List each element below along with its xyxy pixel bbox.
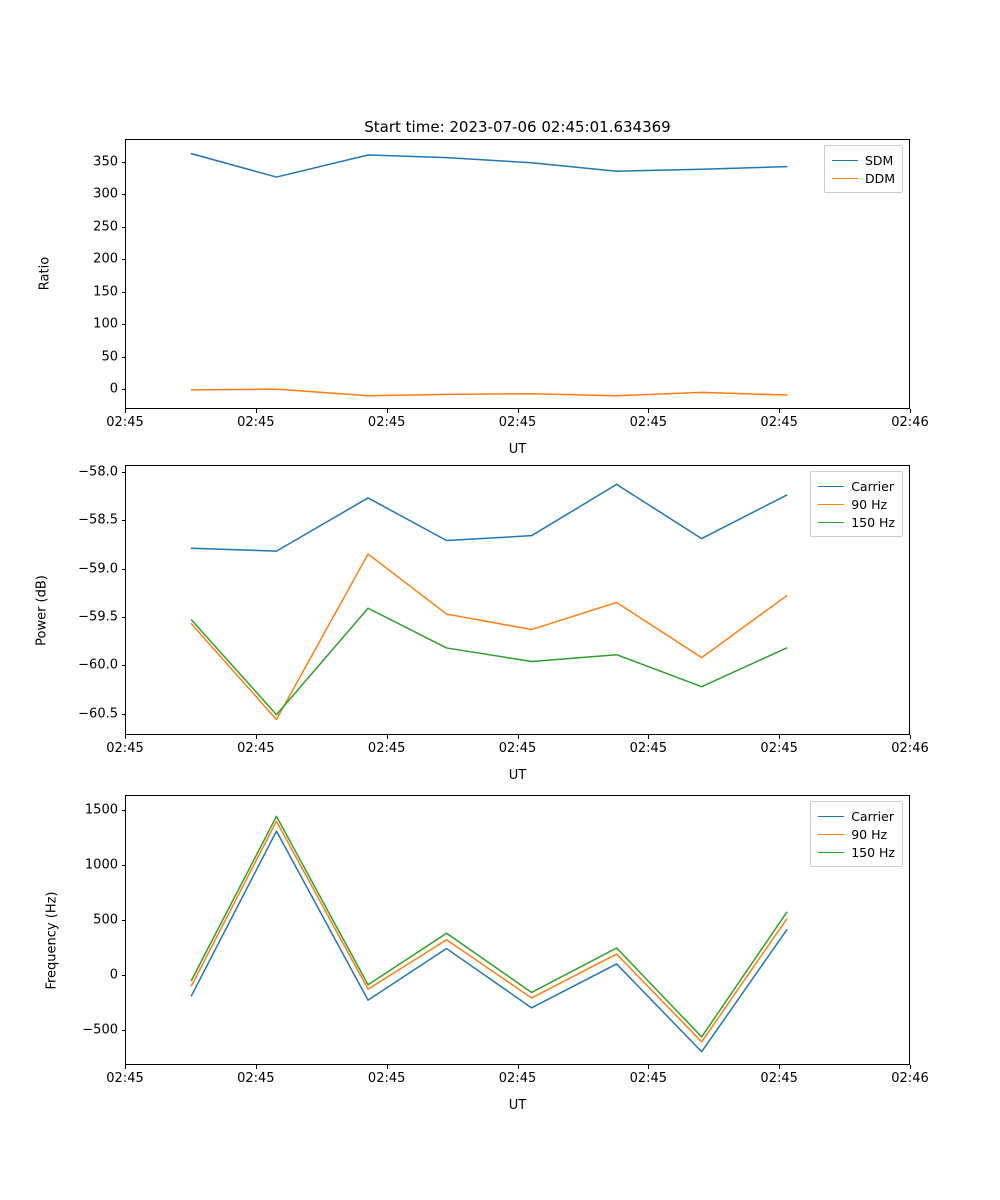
legend-swatch-icon — [818, 522, 844, 523]
y-tick-mark — [122, 975, 126, 976]
y-tick-mark — [122, 389, 126, 390]
x-tick-label: 02:45 — [498, 741, 537, 756]
series-line-90-hz — [191, 821, 786, 1042]
y-tick-mark — [122, 520, 126, 521]
legend-item — [818, 477, 895, 495]
y-tick-mark — [122, 1030, 126, 1031]
y-tick-mark — [122, 292, 126, 293]
y-tick-mark — [122, 665, 126, 666]
x-tick-mark — [648, 735, 649, 739]
x-tick-label: 02:45 — [367, 1071, 406, 1086]
series-line-150-hz — [191, 608, 786, 714]
panel-frequency-lines — [126, 796, 910, 1065]
legend-label: Carrier — [851, 478, 894, 494]
x-tick-label: 02:45 — [106, 741, 144, 756]
x-tick-label: 02:45 — [237, 415, 275, 430]
panel-power — [0, 455, 1000, 783]
y-tick-label: 0 — [109, 381, 118, 397]
x-tick-label: 02:45 — [237, 1071, 275, 1086]
y-tick-label: 200 — [93, 251, 118, 267]
panel-ratio — [0, 118, 1000, 457]
x-tick-mark — [779, 735, 780, 739]
figure-title: Start time: 2023-07-06 02:45:01.634369 — [364, 118, 671, 136]
panel-power-lines — [126, 466, 910, 735]
x-tick-mark — [256, 409, 257, 413]
y-tick-label: −60.5 — [78, 706, 118, 722]
series-line-sdm — [191, 154, 786, 177]
x-tick-mark — [779, 409, 780, 413]
y-tick-label: −58.5 — [78, 512, 118, 528]
x-tick-mark — [518, 409, 519, 413]
y-tick-label: 1000 — [84, 857, 118, 873]
y-tick-mark — [122, 714, 126, 715]
x-tick-label: 02:45 — [760, 415, 798, 430]
panel-ratio-plot-area — [125, 139, 910, 409]
x-tick-mark — [125, 409, 126, 413]
legend-item — [818, 495, 895, 513]
y-tick-mark — [122, 194, 126, 195]
x-tick-mark — [910, 1065, 911, 1069]
x-tick-mark — [256, 735, 257, 739]
x-tick-mark — [387, 735, 388, 739]
series-line-150-hz — [191, 816, 786, 1037]
x-tick-label: 02:46 — [891, 741, 929, 756]
legend-swatch-icon — [832, 178, 858, 179]
legend-item — [818, 807, 895, 825]
legend-swatch-icon — [818, 486, 844, 487]
legend-swatch-icon — [818, 504, 844, 505]
panel-frequency-legend — [810, 801, 903, 867]
y-tick-label: −58.0 — [78, 464, 118, 480]
y-tick-mark — [122, 162, 126, 163]
y-tick-mark — [122, 472, 126, 473]
legend-swatch-icon — [818, 852, 844, 853]
x-tick-label: 02:45 — [367, 741, 406, 756]
legend-label: DDM — [864, 170, 895, 186]
y-tick-label: −59.5 — [78, 609, 118, 625]
y-tick-mark — [122, 259, 126, 260]
panel-frequency-xlabel: UT — [508, 1098, 527, 1113]
y-tick-label: 0 — [109, 967, 118, 983]
series-line-carrier — [191, 484, 786, 551]
x-tick-label: 02:45 — [629, 1071, 668, 1086]
x-tick-label: 02:45 — [498, 415, 537, 430]
legend-item — [832, 151, 895, 169]
x-tick-label: 02:45 — [367, 415, 406, 430]
panel-ratio-ylabel: Ratio — [37, 256, 53, 291]
y-tick-label: 500 — [93, 912, 118, 928]
series-line-carrier — [191, 831, 786, 1052]
x-tick-label: 02:45 — [106, 1071, 144, 1086]
legend-label: 150 Hz — [851, 514, 895, 530]
y-tick-mark — [122, 357, 126, 358]
x-tick-mark — [518, 1065, 519, 1069]
legend-swatch-icon — [832, 160, 858, 161]
legend-swatch-icon — [818, 834, 844, 835]
panel-ratio-lines — [126, 140, 910, 409]
series-line-ddm — [191, 389, 786, 396]
x-tick-mark — [125, 735, 126, 739]
x-tick-label: 02:45 — [106, 415, 144, 430]
x-tick-label: 02:45 — [237, 741, 275, 756]
x-tick-mark — [387, 1065, 388, 1069]
y-tick-label: 100 — [93, 316, 118, 332]
legend-item — [818, 843, 895, 861]
legend-item — [818, 825, 895, 843]
panel-power-legend — [810, 471, 903, 537]
legend-swatch-icon — [818, 816, 844, 817]
y-tick-mark — [122, 810, 126, 811]
y-tick-label: −60.0 — [78, 657, 118, 673]
panel-power-ylabel: Power (dB) — [34, 575, 50, 646]
x-tick-label: 02:45 — [760, 741, 798, 756]
panel-ratio-xlabel: UT — [508, 442, 527, 457]
legend-label: SDM — [864, 152, 894, 168]
x-tick-label: 02:46 — [891, 1071, 929, 1086]
y-tick-mark — [122, 227, 126, 228]
y-tick-label: −500 — [82, 1022, 118, 1038]
legend-label: 150 Hz — [851, 844, 895, 860]
panel-power-xlabel: UT — [508, 768, 527, 783]
x-tick-label: 02:45 — [629, 741, 668, 756]
legend-label: 90 Hz — [851, 826, 888, 842]
panel-ratio-legend — [824, 145, 903, 193]
y-tick-label: 1500 — [84, 802, 118, 818]
panel-power-plot-area — [125, 465, 910, 735]
y-tick-mark — [122, 865, 126, 866]
y-tick-label: 250 — [93, 219, 118, 235]
y-tick-mark — [122, 920, 126, 921]
x-tick-mark — [518, 735, 519, 739]
series-line-90-hz — [191, 554, 786, 719]
y-tick-label: 50 — [101, 349, 118, 365]
x-tick-mark — [387, 409, 388, 413]
x-tick-mark — [910, 409, 911, 413]
legend-item — [818, 513, 895, 531]
x-tick-mark — [125, 1065, 126, 1069]
legend-label: Carrier — [851, 808, 894, 824]
y-tick-mark — [122, 617, 126, 618]
x-tick-label: 02:45 — [498, 1071, 537, 1086]
x-tick-mark — [779, 1065, 780, 1069]
x-tick-mark — [648, 1065, 649, 1069]
legend-label: 90 Hz — [851, 496, 888, 512]
y-tick-label: 150 — [93, 284, 118, 300]
y-tick-mark — [122, 324, 126, 325]
panel-frequency-plot-area — [125, 795, 910, 1065]
y-tick-label: −59.0 — [78, 561, 118, 577]
panel-frequency-ylabel: Frequency (Hz) — [44, 891, 60, 990]
x-tick-label: 02:46 — [891, 415, 929, 430]
y-tick-label: 350 — [93, 154, 118, 170]
x-tick-label: 02:45 — [629, 415, 668, 430]
x-tick-label: 02:45 — [760, 1071, 798, 1086]
x-tick-mark — [648, 409, 649, 413]
y-tick-mark — [122, 569, 126, 570]
y-tick-label: 300 — [93, 186, 118, 202]
panel-frequency — [0, 785, 1000, 1115]
x-tick-mark — [256, 1065, 257, 1069]
legend-item — [832, 169, 895, 187]
x-tick-mark — [910, 735, 911, 739]
